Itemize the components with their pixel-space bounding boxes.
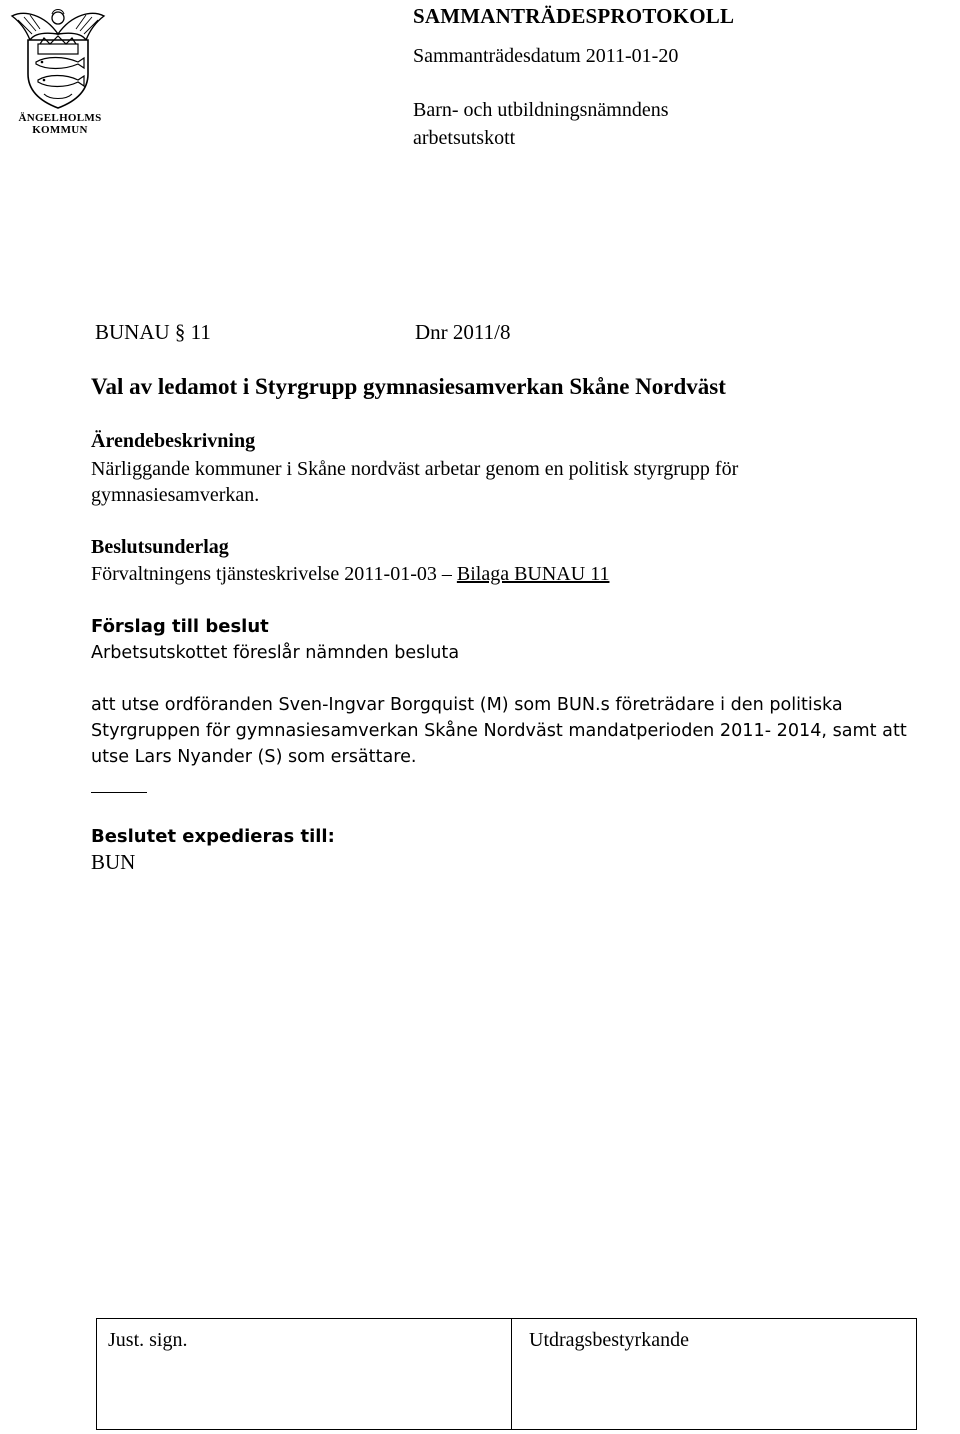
distribution-heading: Beslutet expedieras till:: [91, 826, 335, 847]
decision-line: att utse ordföranden Sven-Ingvar Borgquist (M) som BUN.s företrädare i den politiska: [91, 695, 843, 715]
description-line: gymnasiesamverkan.: [91, 484, 260, 506]
description-line: Närliggande kommuner i Skåne nordväst arbetar genom en politisk styrgrupp för: [91, 458, 739, 480]
proposal-intro: Arbetsutskottet föreslår nämnden besluta: [91, 643, 460, 663]
logo-caption-line1: ÄNGELHOLMS: [18, 112, 102, 124]
meeting-date: Sammanträdesdatum 2011-01-20: [413, 45, 679, 67]
coat-of-arms-icon: [4, 4, 112, 112]
basis-dash: –: [436, 563, 457, 585]
basis-line: [91, 563, 609, 586]
distribution-recipient: BUN: [91, 850, 136, 874]
logo-caption: [4, 112, 116, 136]
case-title: Val av ledamot i Styrgrupp gymnasiesamverkan Skåne Nordväst: [91, 374, 726, 399]
decision-line: utse Lars Nyander (S) som ersättare.: [91, 747, 417, 767]
proposal-heading: Förslag till beslut: [91, 616, 269, 637]
diary-number: Dnr 2011/8: [415, 320, 511, 344]
basis-heading: Beslutsunderlag: [91, 536, 229, 558]
just-sign-label: Just. sign.: [108, 1329, 188, 1351]
case-number: BUNAU § 11: [95, 320, 211, 344]
logo-caption-line2: KOMMUN: [32, 124, 88, 136]
signature-divider: [511, 1319, 512, 1429]
municipality-logo: [4, 4, 112, 136]
extract-certified-label: Utdragsbestyrkande: [529, 1329, 689, 1351]
basis-attachment-link[interactable]: Bilaga BUNAU 11: [456, 563, 610, 585]
protocol-title: SAMMANTRÄDESPROTOKOLL: [413, 4, 735, 28]
signature-box: [96, 1318, 917, 1430]
section-separator: [91, 792, 147, 793]
committee-name-line2: arbetsutskott: [413, 127, 516, 149]
decision-line: Styrgruppen för gymnasiesamverkan Skåne Nordväst mandatperioden 2011- 2014, samt att: [91, 721, 907, 741]
description-heading: Ärendebeskrivning: [91, 430, 256, 452]
basis-document: Förvaltningens tjänsteskrivelse 2011-01-03: [91, 563, 437, 585]
committee-name-line1: Barn- och utbildningsnämndens: [413, 99, 669, 121]
